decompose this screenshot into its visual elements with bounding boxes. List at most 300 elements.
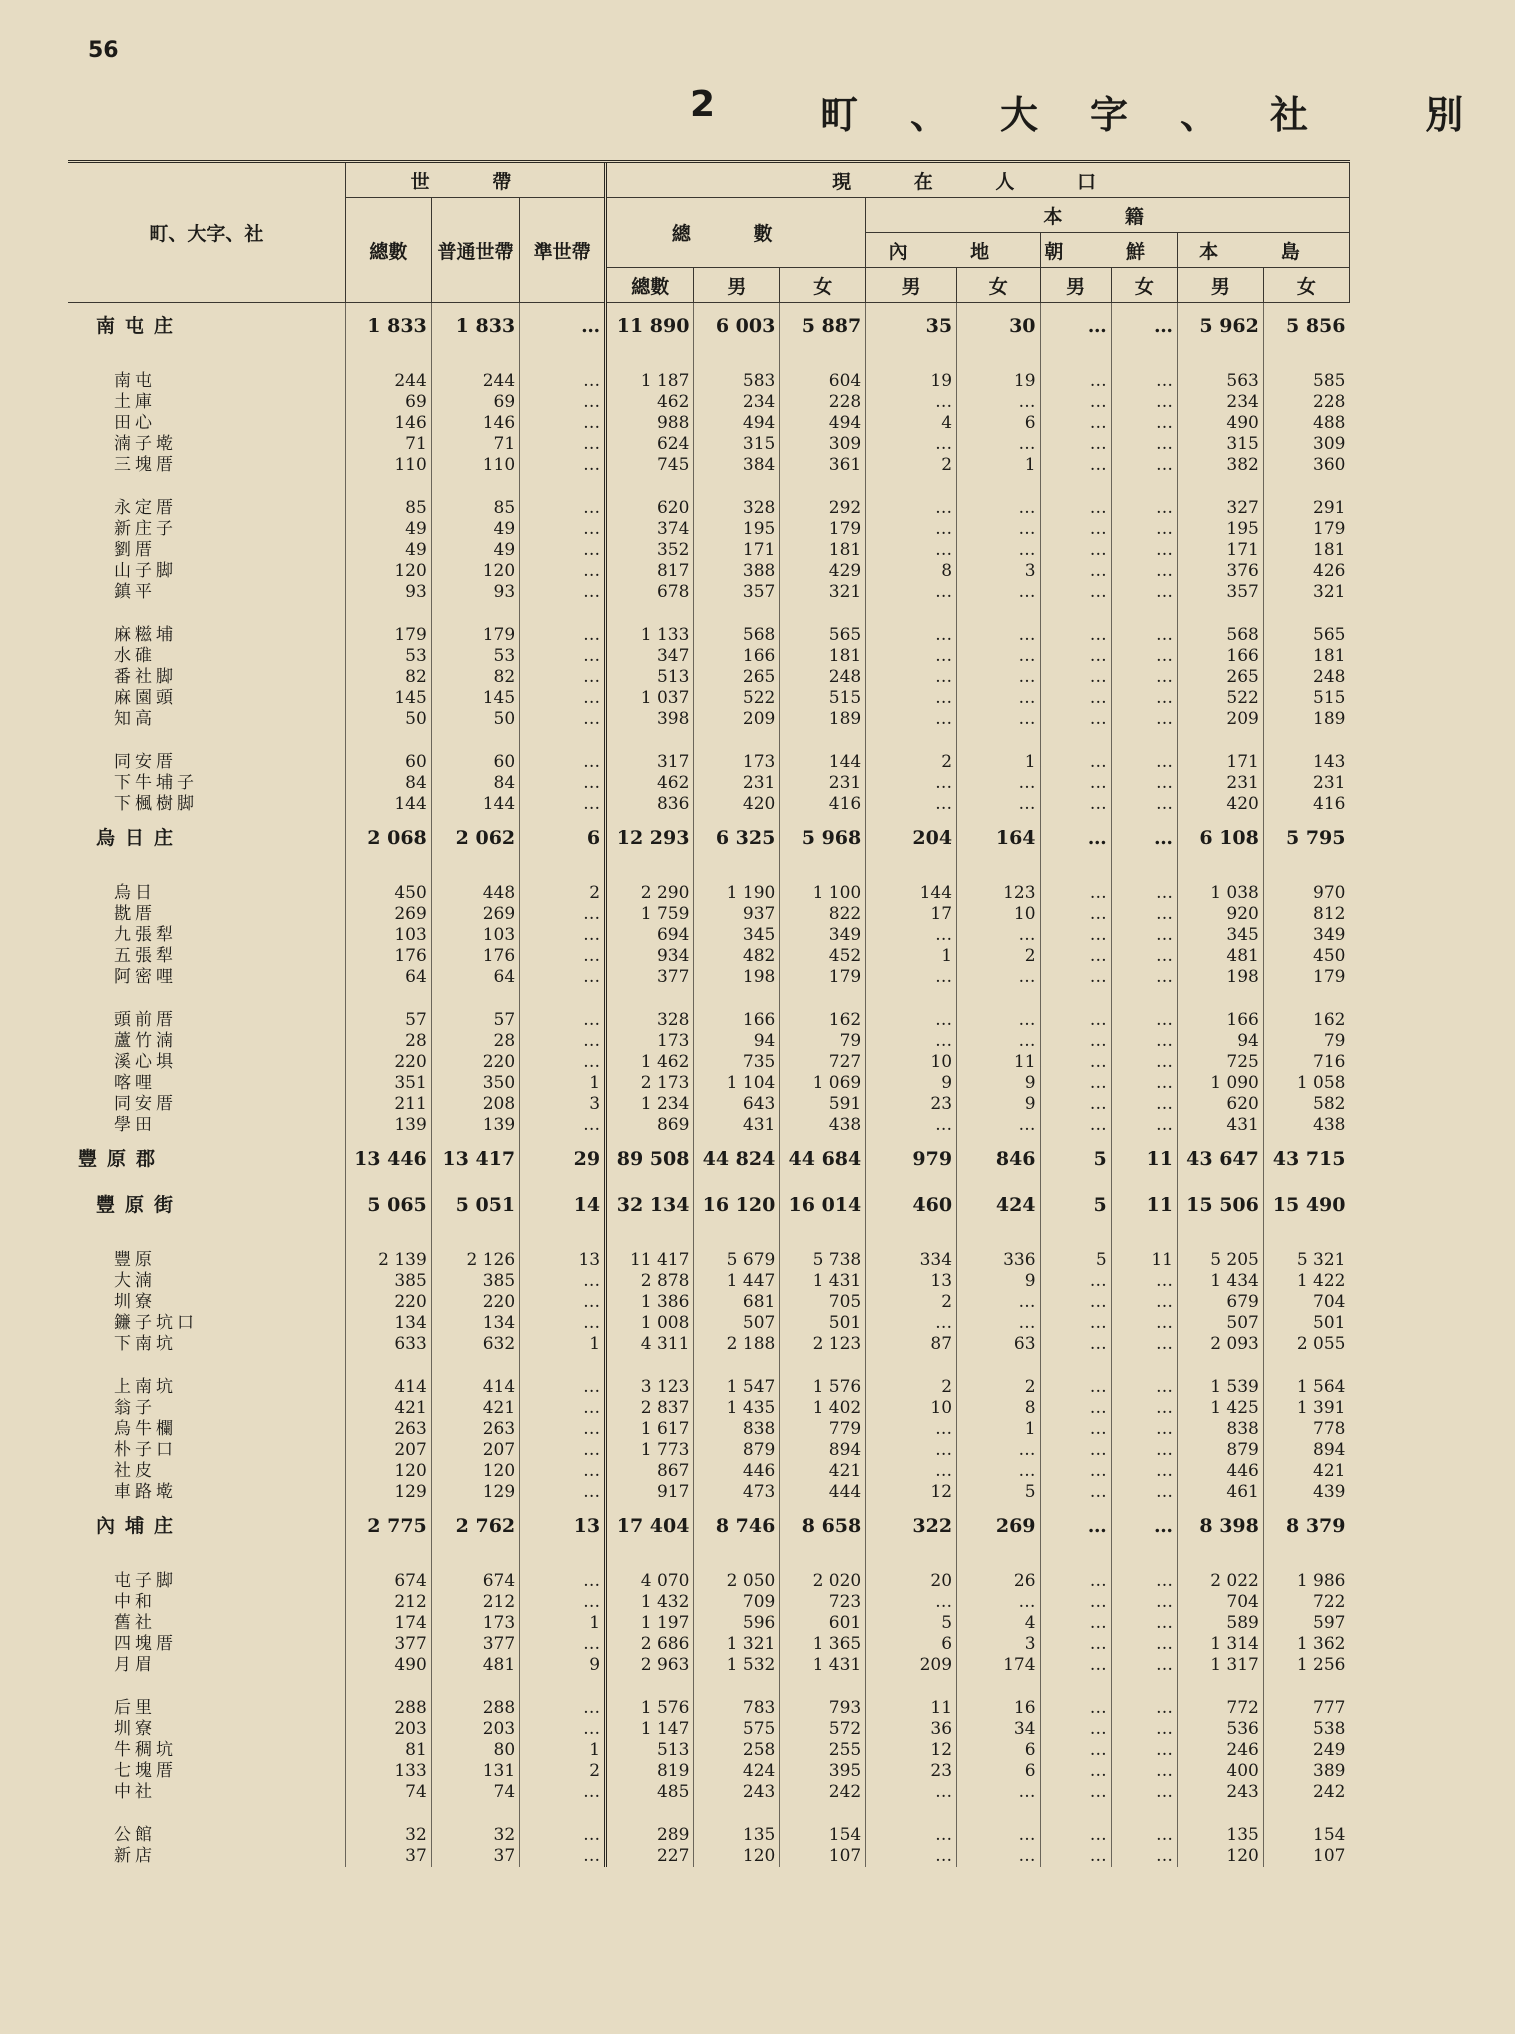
cell-value: 490 <box>345 1655 431 1676</box>
table-row <box>68 1825 1350 1846</box>
row-name: 七塊厝 <box>114 1761 177 1781</box>
cell-value: 779 <box>780 1419 866 1440</box>
cell-value: 822 <box>780 904 866 925</box>
table-row <box>68 1031 1350 1052</box>
cell-value: 74 <box>431 1782 519 1803</box>
cell-value: 389 <box>1263 1761 1349 1782</box>
cell-value: 220 <box>345 1052 431 1073</box>
cell-value: 446 <box>694 1461 780 1482</box>
spacer-row <box>68 1549 1350 1571</box>
cell-value: … <box>520 1440 606 1461</box>
row-name: 水碓 <box>114 646 156 666</box>
cell-value: … <box>1040 646 1111 667</box>
cell-value: … <box>957 1031 1040 1052</box>
cell-value: … <box>1040 1073 1111 1094</box>
cell-value: … <box>1040 455 1111 476</box>
cell-value: 49 <box>345 519 431 540</box>
cell-value: 315 <box>694 434 780 455</box>
cell-value: 388 <box>694 561 780 582</box>
cell-value: … <box>1040 519 1111 540</box>
cell-value: 220 <box>431 1052 519 1073</box>
cell-value: … <box>520 1719 606 1740</box>
cell-value: … <box>520 1398 606 1419</box>
cell-value: 879 <box>1177 1440 1263 1461</box>
table-row <box>68 688 1350 709</box>
cell-value: 490 <box>1177 413 1263 434</box>
cell-value: 11 <box>1111 1182 1177 1228</box>
cell-value: 19 <box>866 371 957 392</box>
row-name: 同安厝 <box>114 1094 177 1114</box>
cell-value: … <box>1111 667 1177 688</box>
cell-value: … <box>957 967 1040 988</box>
cell-value: 722 <box>1263 1592 1349 1613</box>
cell-value: … <box>1040 1419 1111 1440</box>
cell-value: 1 617 <box>606 1419 694 1440</box>
table-row <box>68 1719 1350 1740</box>
cell-value: 716 <box>1263 1052 1349 1073</box>
cell-value: 3 <box>957 1634 1040 1655</box>
cell-value: 494 <box>780 413 866 434</box>
cell-value: 249 <box>1263 1740 1349 1761</box>
table-subtotal-row <box>68 1136 1350 1182</box>
cell-value: 13 <box>866 1271 957 1292</box>
cell-value: … <box>520 1031 606 1052</box>
cell-value: 2 022 <box>1177 1571 1263 1592</box>
cell-value: 5 738 <box>780 1250 866 1271</box>
cell-value: 357 <box>694 582 780 603</box>
cell-value: 244 <box>431 371 519 392</box>
cell-value: 220 <box>431 1292 519 1313</box>
cell-value: … <box>520 1010 606 1031</box>
cell-value: 212 <box>345 1592 431 1613</box>
cell-value: 94 <box>1177 1031 1263 1052</box>
cell-value: 146 <box>345 413 431 434</box>
cell-value: 819 <box>606 1761 694 1782</box>
cell-value: 565 <box>1263 625 1349 646</box>
row-name: 鐮子坑口 <box>114 1313 198 1333</box>
cell-value: … <box>1111 1419 1177 1440</box>
table-row <box>68 1482 1350 1503</box>
cell-value: 49 <box>431 519 519 540</box>
row-name: 上南坑 <box>114 1377 177 1397</box>
table-row <box>68 1698 1350 1719</box>
table-row <box>68 434 1350 455</box>
cell-value: 522 <box>694 688 780 709</box>
cell-value: 6 <box>957 413 1040 434</box>
cell-value: 208 <box>431 1094 519 1115</box>
cell-value: 166 <box>1177 1010 1263 1031</box>
cell-value: 144 <box>866 883 957 904</box>
cell-value: … <box>520 967 606 988</box>
cell-value: … <box>1111 371 1177 392</box>
table-row <box>68 904 1350 925</box>
cell-value: 243 <box>694 1782 780 1803</box>
cell-value: … <box>957 582 1040 603</box>
cell-value: 1 256 <box>1263 1655 1349 1676</box>
cell-value: 198 <box>694 967 780 988</box>
cell-value: 87 <box>866 1334 957 1355</box>
cell-value: 11 417 <box>606 1250 694 1271</box>
cell-value: 424 <box>957 1182 1040 1228</box>
cell-value: 10 <box>957 904 1040 925</box>
cell-value: 13 <box>520 1503 606 1549</box>
cell-value: 2 055 <box>1263 1334 1349 1355</box>
cell-value: … <box>1040 1010 1111 1031</box>
cell-value: 85 <box>345 498 431 519</box>
cell-value: 2 <box>520 1761 606 1782</box>
cell-value: 988 <box>606 413 694 434</box>
cell-value: 322 <box>866 1503 957 1549</box>
cell-value: 597 <box>1263 1613 1349 1634</box>
cell-value: … <box>1040 1698 1111 1719</box>
cell-value: 292 <box>780 498 866 519</box>
cell-value: 679 <box>1177 1292 1263 1313</box>
row-name: 蘆竹湳 <box>114 1031 177 1051</box>
cell-value: 507 <box>1177 1313 1263 1334</box>
cell-value: 53 <box>345 646 431 667</box>
table-row <box>68 1613 1350 1634</box>
cell-value: … <box>520 1592 606 1613</box>
cell-value: 321 <box>1263 582 1349 603</box>
cell-value: … <box>1111 1398 1177 1419</box>
cell-value: 604 <box>780 371 866 392</box>
cell-value: 173 <box>431 1613 519 1634</box>
cell-value: 85 <box>431 498 519 519</box>
cell-value: … <box>1040 925 1111 946</box>
cell-value: … <box>1111 1698 1177 1719</box>
cell-value: 395 <box>780 1761 866 1782</box>
cell-value: 228 <box>780 392 866 413</box>
cell-value: 50 <box>345 709 431 730</box>
cell-value: … <box>866 434 957 455</box>
cell-value: 179 <box>1263 967 1349 988</box>
cell-value: … <box>866 1440 957 1461</box>
cell-value: 5 321 <box>1263 1250 1349 1271</box>
cell-value: 269 <box>345 904 431 925</box>
cell-value: … <box>1040 1398 1111 1419</box>
table-row <box>68 1846 1350 1867</box>
cell-value: 501 <box>1263 1313 1349 1334</box>
cell-value: … <box>957 794 1040 815</box>
cell-value: 5 <box>1040 1182 1111 1228</box>
cell-value: 1 038 <box>1177 883 1263 904</box>
cell-value: 450 <box>345 883 431 904</box>
cell-value: 49 <box>431 540 519 561</box>
cell-value: … <box>1040 667 1111 688</box>
cell-value: … <box>1040 946 1111 967</box>
cell-value: … <box>957 1846 1040 1867</box>
table-row <box>68 413 1350 434</box>
cell-value: 198 <box>1177 967 1263 988</box>
cell-value: 84 <box>431 773 519 794</box>
cell-value: 234 <box>694 392 780 413</box>
cell-value: 2 062 <box>431 815 519 861</box>
cell-value: 582 <box>1263 1094 1349 1115</box>
table-row <box>68 1377 1350 1398</box>
cell-value: … <box>866 967 957 988</box>
cell-value: … <box>520 1482 606 1503</box>
header-hontou-female: 女 <box>1263 268 1349 303</box>
cell-value: 321 <box>780 582 866 603</box>
table-row <box>68 1052 1350 1073</box>
cell-value: … <box>1040 688 1111 709</box>
table-subtotal-row <box>68 303 1350 350</box>
cell-value: … <box>1111 1073 1177 1094</box>
header-hontou-male: 男 <box>1177 268 1263 303</box>
cell-value: … <box>1040 413 1111 434</box>
cell-value: 444 <box>780 1482 866 1503</box>
row-name: 九張犁 <box>114 925 177 945</box>
cell-value: 745 <box>606 455 694 476</box>
cell-value: … <box>520 582 606 603</box>
cell-value: 93 <box>431 582 519 603</box>
cell-value: … <box>1111 455 1177 476</box>
cell-value: … <box>520 794 606 815</box>
cell-value: 361 <box>780 455 866 476</box>
cell-value: 291 <box>1263 498 1349 519</box>
row-name: 烏日 <box>114 883 156 903</box>
row-name: 中社 <box>114 1782 156 1802</box>
cell-value: 2 963 <box>606 1655 694 1676</box>
row-name: 劉厝 <box>114 540 156 560</box>
cell-value: 107 <box>780 1846 866 1867</box>
cell-value: 448 <box>431 883 519 904</box>
cell-value: … <box>1040 1634 1111 1655</box>
cell-value: 5 065 <box>345 1182 431 1228</box>
cell-value: 869 <box>606 1115 694 1136</box>
row-name: 同安厝 <box>114 752 177 772</box>
cell-value: 4 <box>957 1613 1040 1634</box>
cell-value: 694 <box>606 925 694 946</box>
cell-value: 494 <box>694 413 780 434</box>
cell-value: 1 058 <box>1263 1073 1349 1094</box>
cell-value: … <box>866 498 957 519</box>
cell-value: 2 775 <box>345 1503 431 1549</box>
table-row <box>68 1571 1350 1592</box>
cell-value: 204 <box>866 815 957 861</box>
cell-value: 1 986 <box>1263 1571 1349 1592</box>
cell-value: … <box>1040 1271 1111 1292</box>
header-name: 町、大字、社 <box>68 162 345 303</box>
cell-value: 1 386 <box>606 1292 694 1313</box>
cell-value: … <box>957 1592 1040 1613</box>
cell-value: 398 <box>606 709 694 730</box>
cell-value: … <box>1040 1334 1111 1355</box>
cell-value: … <box>957 1461 1040 1482</box>
cell-value: 462 <box>606 392 694 413</box>
table-row <box>68 773 1350 794</box>
cell-value: 5 205 <box>1177 1250 1263 1271</box>
cell-value: 133 <box>345 1761 431 1782</box>
cell-value: 6 003 <box>694 303 780 350</box>
cell-value: … <box>1040 752 1111 773</box>
table-row <box>68 561 1350 582</box>
spacer-row <box>68 476 1350 498</box>
table-row <box>68 1250 1350 1271</box>
cell-value: … <box>957 667 1040 688</box>
cell-value: 1 234 <box>606 1094 694 1115</box>
cell-value: 420 <box>1177 794 1263 815</box>
row-name: 圳寮 <box>114 1292 156 1312</box>
cell-value: 32 <box>431 1825 519 1846</box>
cell-value: 189 <box>780 709 866 730</box>
cell-value: 450 <box>1263 946 1349 967</box>
cell-value: 288 <box>431 1698 519 1719</box>
cell-value: 15 490 <box>1263 1182 1349 1228</box>
cell-value: … <box>957 1115 1040 1136</box>
cell-value: 1 564 <box>1263 1377 1349 1398</box>
cell-value: 12 <box>866 1482 957 1503</box>
cell-value: … <box>957 625 1040 646</box>
table-row <box>68 967 1350 988</box>
table-row <box>68 1655 1350 1676</box>
cell-value: 53 <box>431 646 519 667</box>
cell-value: 2 123 <box>780 1334 866 1355</box>
cell-value: 207 <box>431 1440 519 1461</box>
cell-value: 620 <box>606 498 694 519</box>
cell-value: 166 <box>694 1010 780 1031</box>
header-chosen-female: 女 <box>1111 268 1177 303</box>
cell-value: 173 <box>694 752 780 773</box>
cell-value: 43 647 <box>1177 1136 1263 1182</box>
cell-value: 1 <box>957 455 1040 476</box>
cell-value: 209 <box>866 1655 957 1676</box>
cell-value: … <box>520 392 606 413</box>
cell-value: … <box>957 1440 1040 1461</box>
cell-value: 28 <box>431 1031 519 1052</box>
cell-value: 107 <box>1263 1846 1349 1867</box>
cell-value: 1 435 <box>694 1398 780 1419</box>
cell-value: 6 <box>520 815 606 861</box>
cell-value: 2 068 <box>345 815 431 861</box>
cell-value: … <box>1040 1292 1111 1313</box>
cell-value: … <box>1111 794 1177 815</box>
cell-value: … <box>1040 1592 1111 1613</box>
table-row <box>68 1461 1350 1482</box>
cell-value: … <box>1111 303 1177 350</box>
cell-value: 246 <box>1177 1740 1263 1761</box>
cell-value: 74 <box>345 1782 431 1803</box>
cell-value: 5 051 <box>431 1182 519 1228</box>
cell-value: 416 <box>780 794 866 815</box>
cell-value: 162 <box>1263 1010 1349 1031</box>
cell-value: … <box>1111 519 1177 540</box>
cell-value: 179 <box>1263 519 1349 540</box>
cell-value: 846 <box>957 1136 1040 1182</box>
cell-value: … <box>957 434 1040 455</box>
cell-value: 385 <box>345 1271 431 1292</box>
table-row <box>68 1761 1350 1782</box>
cell-value: 345 <box>1177 925 1263 946</box>
table-subtotal-row <box>68 1503 1350 1549</box>
row-name: 圳寮 <box>114 1719 156 1739</box>
cell-value: 583 <box>694 371 780 392</box>
cell-value: … <box>1111 1440 1177 1461</box>
table-row <box>68 883 1350 904</box>
cell-value: 867 <box>606 1461 694 1482</box>
cell-value: 515 <box>780 688 866 709</box>
cell-value: 8 <box>957 1398 1040 1419</box>
cell-value: 674 <box>345 1571 431 1592</box>
cell-value: 461 <box>1177 1482 1263 1503</box>
cell-value: 376 <box>1177 561 1263 582</box>
cell-value: 334 <box>866 1250 957 1271</box>
row-name: 牛稠坑 <box>114 1740 177 1760</box>
cell-value: … <box>957 688 1040 709</box>
cell-value: … <box>866 1461 957 1482</box>
cell-value: 382 <box>1177 455 1263 476</box>
cell-value: 1 833 <box>345 303 431 350</box>
cell-value: 11 <box>1111 1250 1177 1271</box>
row-name: 阿密哩 <box>114 967 177 987</box>
cell-value: 735 <box>694 1052 780 1073</box>
cell-value: 1 321 <box>694 1634 780 1655</box>
cell-value: 60 <box>345 752 431 773</box>
cell-value: 10 <box>866 1052 957 1073</box>
cell-value: 1 <box>520 1334 606 1355</box>
cell-value: 1 391 <box>1263 1398 1349 1419</box>
cell-value: 209 <box>694 709 780 730</box>
cell-value: 507 <box>694 1313 780 1334</box>
cell-value: … <box>1111 1031 1177 1052</box>
cell-value: 242 <box>1263 1782 1349 1803</box>
row-name: 三塊厝 <box>114 455 177 475</box>
cell-value: 181 <box>780 646 866 667</box>
cell-value: 5 679 <box>694 1250 780 1271</box>
cell-value: 57 <box>345 1010 431 1031</box>
cell-value: 120 <box>345 1461 431 1482</box>
row-name: 田心 <box>114 413 156 433</box>
spacer-row <box>68 1803 1350 1825</box>
cell-value: 1 104 <box>694 1073 780 1094</box>
cell-value: 179 <box>431 625 519 646</box>
cell-value: 438 <box>1263 1115 1349 1136</box>
cell-value: … <box>1111 1292 1177 1313</box>
cell-value: 11 <box>866 1698 957 1719</box>
cell-value: … <box>957 498 1040 519</box>
cell-value: 248 <box>780 667 866 688</box>
row-name: 烏日庄 <box>96 827 184 849</box>
cell-value: … <box>1040 794 1111 815</box>
cell-value: 36 <box>866 1719 957 1740</box>
spacer-row <box>68 1676 1350 1698</box>
cell-value: 11 890 <box>606 303 694 350</box>
table-row <box>68 1440 1350 1461</box>
row-name: 喀哩 <box>114 1073 156 1093</box>
cell-value: … <box>520 1271 606 1292</box>
table-body <box>68 303 1350 1868</box>
cell-value: 315 <box>1177 434 1263 455</box>
header-population: 現 在 人 口 <box>606 162 1350 198</box>
header-pop-total: 總數 <box>606 268 694 303</box>
cell-value: 164 <box>957 815 1040 861</box>
cell-value: 575 <box>694 1719 780 1740</box>
cell-value: 144 <box>780 752 866 773</box>
cell-value: … <box>520 1052 606 1073</box>
cell-value: 265 <box>1177 667 1263 688</box>
cell-value: 2 <box>866 1292 957 1313</box>
cell-value: 1 <box>957 1419 1040 1440</box>
cell-value: 2 020 <box>780 1571 866 1592</box>
cell-value: … <box>520 646 606 667</box>
cell-value: 289 <box>606 1825 694 1846</box>
spacer-row <box>68 603 1350 625</box>
cell-value: 1 462 <box>606 1052 694 1073</box>
row-name: 山子脚 <box>114 561 177 581</box>
cell-value: 211 <box>345 1094 431 1115</box>
cell-value: 35 <box>866 303 957 350</box>
cell-value: 209 <box>1177 709 1263 730</box>
